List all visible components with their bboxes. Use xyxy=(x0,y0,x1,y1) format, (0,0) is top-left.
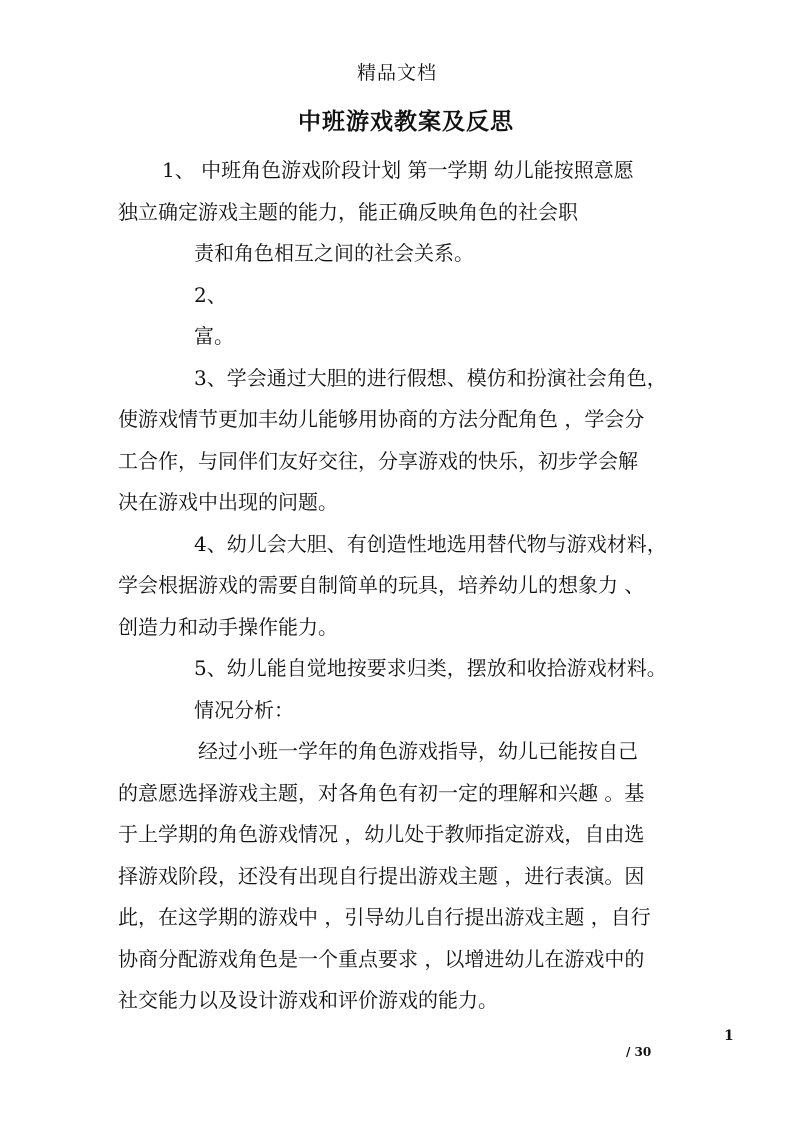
page-total: / 30 xyxy=(626,1045,652,1059)
body-line: 经过小班一学年的角色游戏指导，幼儿已能按自己 xyxy=(198,739,638,763)
body-line: 责和角色相互之间的社会关系。 xyxy=(194,241,474,265)
page-header: 精品文档 xyxy=(356,62,437,84)
body-line: 协商分配游戏角色是一个重点要求 ，以增进幼儿在游戏中的 xyxy=(118,946,645,971)
page-number: 1 xyxy=(724,1028,734,1044)
body-line: 此，在这学期的游戏中 ，引导幼儿自行提出游戏主题 ，自行 xyxy=(118,905,651,929)
body-line: 1、 中班角色游戏阶段计划 第一学期 幼儿能按照意愿 xyxy=(162,158,634,182)
body-line: 2、 xyxy=(194,282,227,307)
body-line: 社交能力以及设计游戏和评价游戏的能力。 xyxy=(118,988,498,1012)
document-title: 中班游戏教案及反思 xyxy=(298,108,514,135)
body-line: 独立确定游戏主题的能力，能正确反映角色的社会职 xyxy=(118,199,578,224)
body-line: 学会根据游戏的需要自制简单的玩具，培养幼儿的想象力 、 xyxy=(118,573,645,597)
body-line: 的意愿选择游戏主题，对各角色有初一定的理解和兴趣 。基 xyxy=(118,780,645,805)
body-line: 情况分析： xyxy=(194,697,294,722)
body-line: 3、学会通过大胆的进行假想、模仿和扮演社会角色， xyxy=(194,365,667,390)
body-line: 创造力和动手操作能力。 xyxy=(118,614,338,639)
document-body xyxy=(118,150,678,1022)
body-line: 使游戏情节更加丰幼儿能够用协商的方法分配角色 ，学会分 xyxy=(118,407,645,431)
body-line: 于上学期的角色游戏情况 ，幼儿处于教师指定游戏，自由选 xyxy=(118,822,645,846)
body-line: 5、幼儿能自觉地按要求归类，摆放和收拾游戏材料。 xyxy=(194,656,667,680)
body-line: 择游戏阶段，还没有出现自行提出游戏主题 ，进行表演。因 xyxy=(118,863,645,888)
body-line: 富。 xyxy=(194,324,234,348)
body-line: 4、幼儿会大胆、有创造性地选用替代物与游戏材料， xyxy=(194,531,667,556)
body-line: 工合作，与同伴们友好交往，分享游戏的快乐，初步学会解 xyxy=(118,448,638,473)
body-line: 决在游戏中出现的问题。 xyxy=(118,490,338,514)
